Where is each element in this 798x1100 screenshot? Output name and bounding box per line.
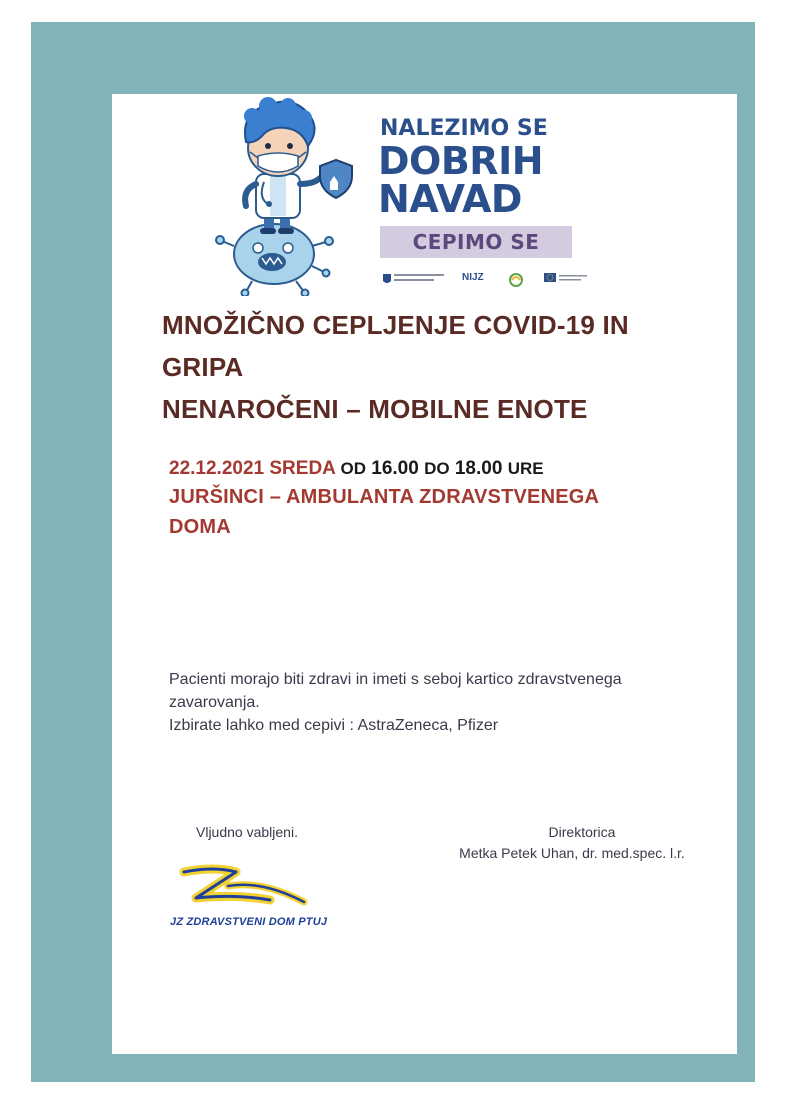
ministry-logo-icon (382, 272, 448, 286)
info-line-3: Izbirate lahko med cepivi : AstraZeneca, Pfizer (169, 717, 499, 734)
campaign-line-3: NAVAD (378, 177, 522, 221)
event-unit: URE (507, 459, 544, 478)
event-date: 22.12.2021 (169, 458, 265, 479)
campaign-logo (378, 118, 594, 258)
event-location-line-1: JURŠINCI – AMBULANTA ZDRAVSTVENEGA (169, 486, 600, 508)
vaccination-mascot-illustration (212, 96, 372, 296)
patient-info (169, 668, 709, 737)
eu-flag-icon (544, 272, 588, 284)
campaign-badge: CEPIMO SE (380, 226, 572, 258)
title-line-1: MNOŽIČNO CEPLJENJE COVID-19 IN (162, 310, 629, 340)
event-to-time: 18.00 (454, 458, 503, 479)
title-line-2: GRIPA (162, 352, 244, 382)
greeting: Vljudno vabljeni. (196, 824, 298, 840)
campaign-line-1: NALEZIMO SE (380, 116, 548, 141)
event-to-word: DO (424, 459, 450, 478)
sponsor-logos (382, 272, 592, 290)
signer-name: Metka Petek Uhan, dr. med.spec. l.r. (459, 845, 685, 861)
partner-emblem-icon (506, 272, 526, 288)
logo-text: JZ ZDRAVSTVENI DOM PTUJ (170, 916, 328, 928)
event-day: SREDA (269, 458, 336, 479)
event-location-line-2: DOMA (169, 516, 231, 538)
page-frame (31, 22, 755, 1082)
poster-title (162, 304, 722, 430)
signature-block (432, 822, 712, 864)
signer-title: Direktorica (548, 824, 616, 840)
event-datetime (169, 456, 709, 482)
partner-logo-text: NIJZ (462, 272, 484, 283)
info-line-1: Pacienti morajo biti zdravi in imeti s seboj kartico zdravstvenega (169, 671, 622, 688)
event-from-word: OD (340, 459, 366, 478)
title-line-3: NENAROČENI – MOBILNE ENOTE (162, 394, 588, 424)
info-line-2: zavarovanja. (169, 694, 260, 711)
event-from-time: 16.00 (371, 458, 419, 479)
campaign-line-2: DOBRIH (378, 139, 544, 183)
poster-sheet (112, 94, 737, 1054)
event-details (169, 456, 709, 542)
